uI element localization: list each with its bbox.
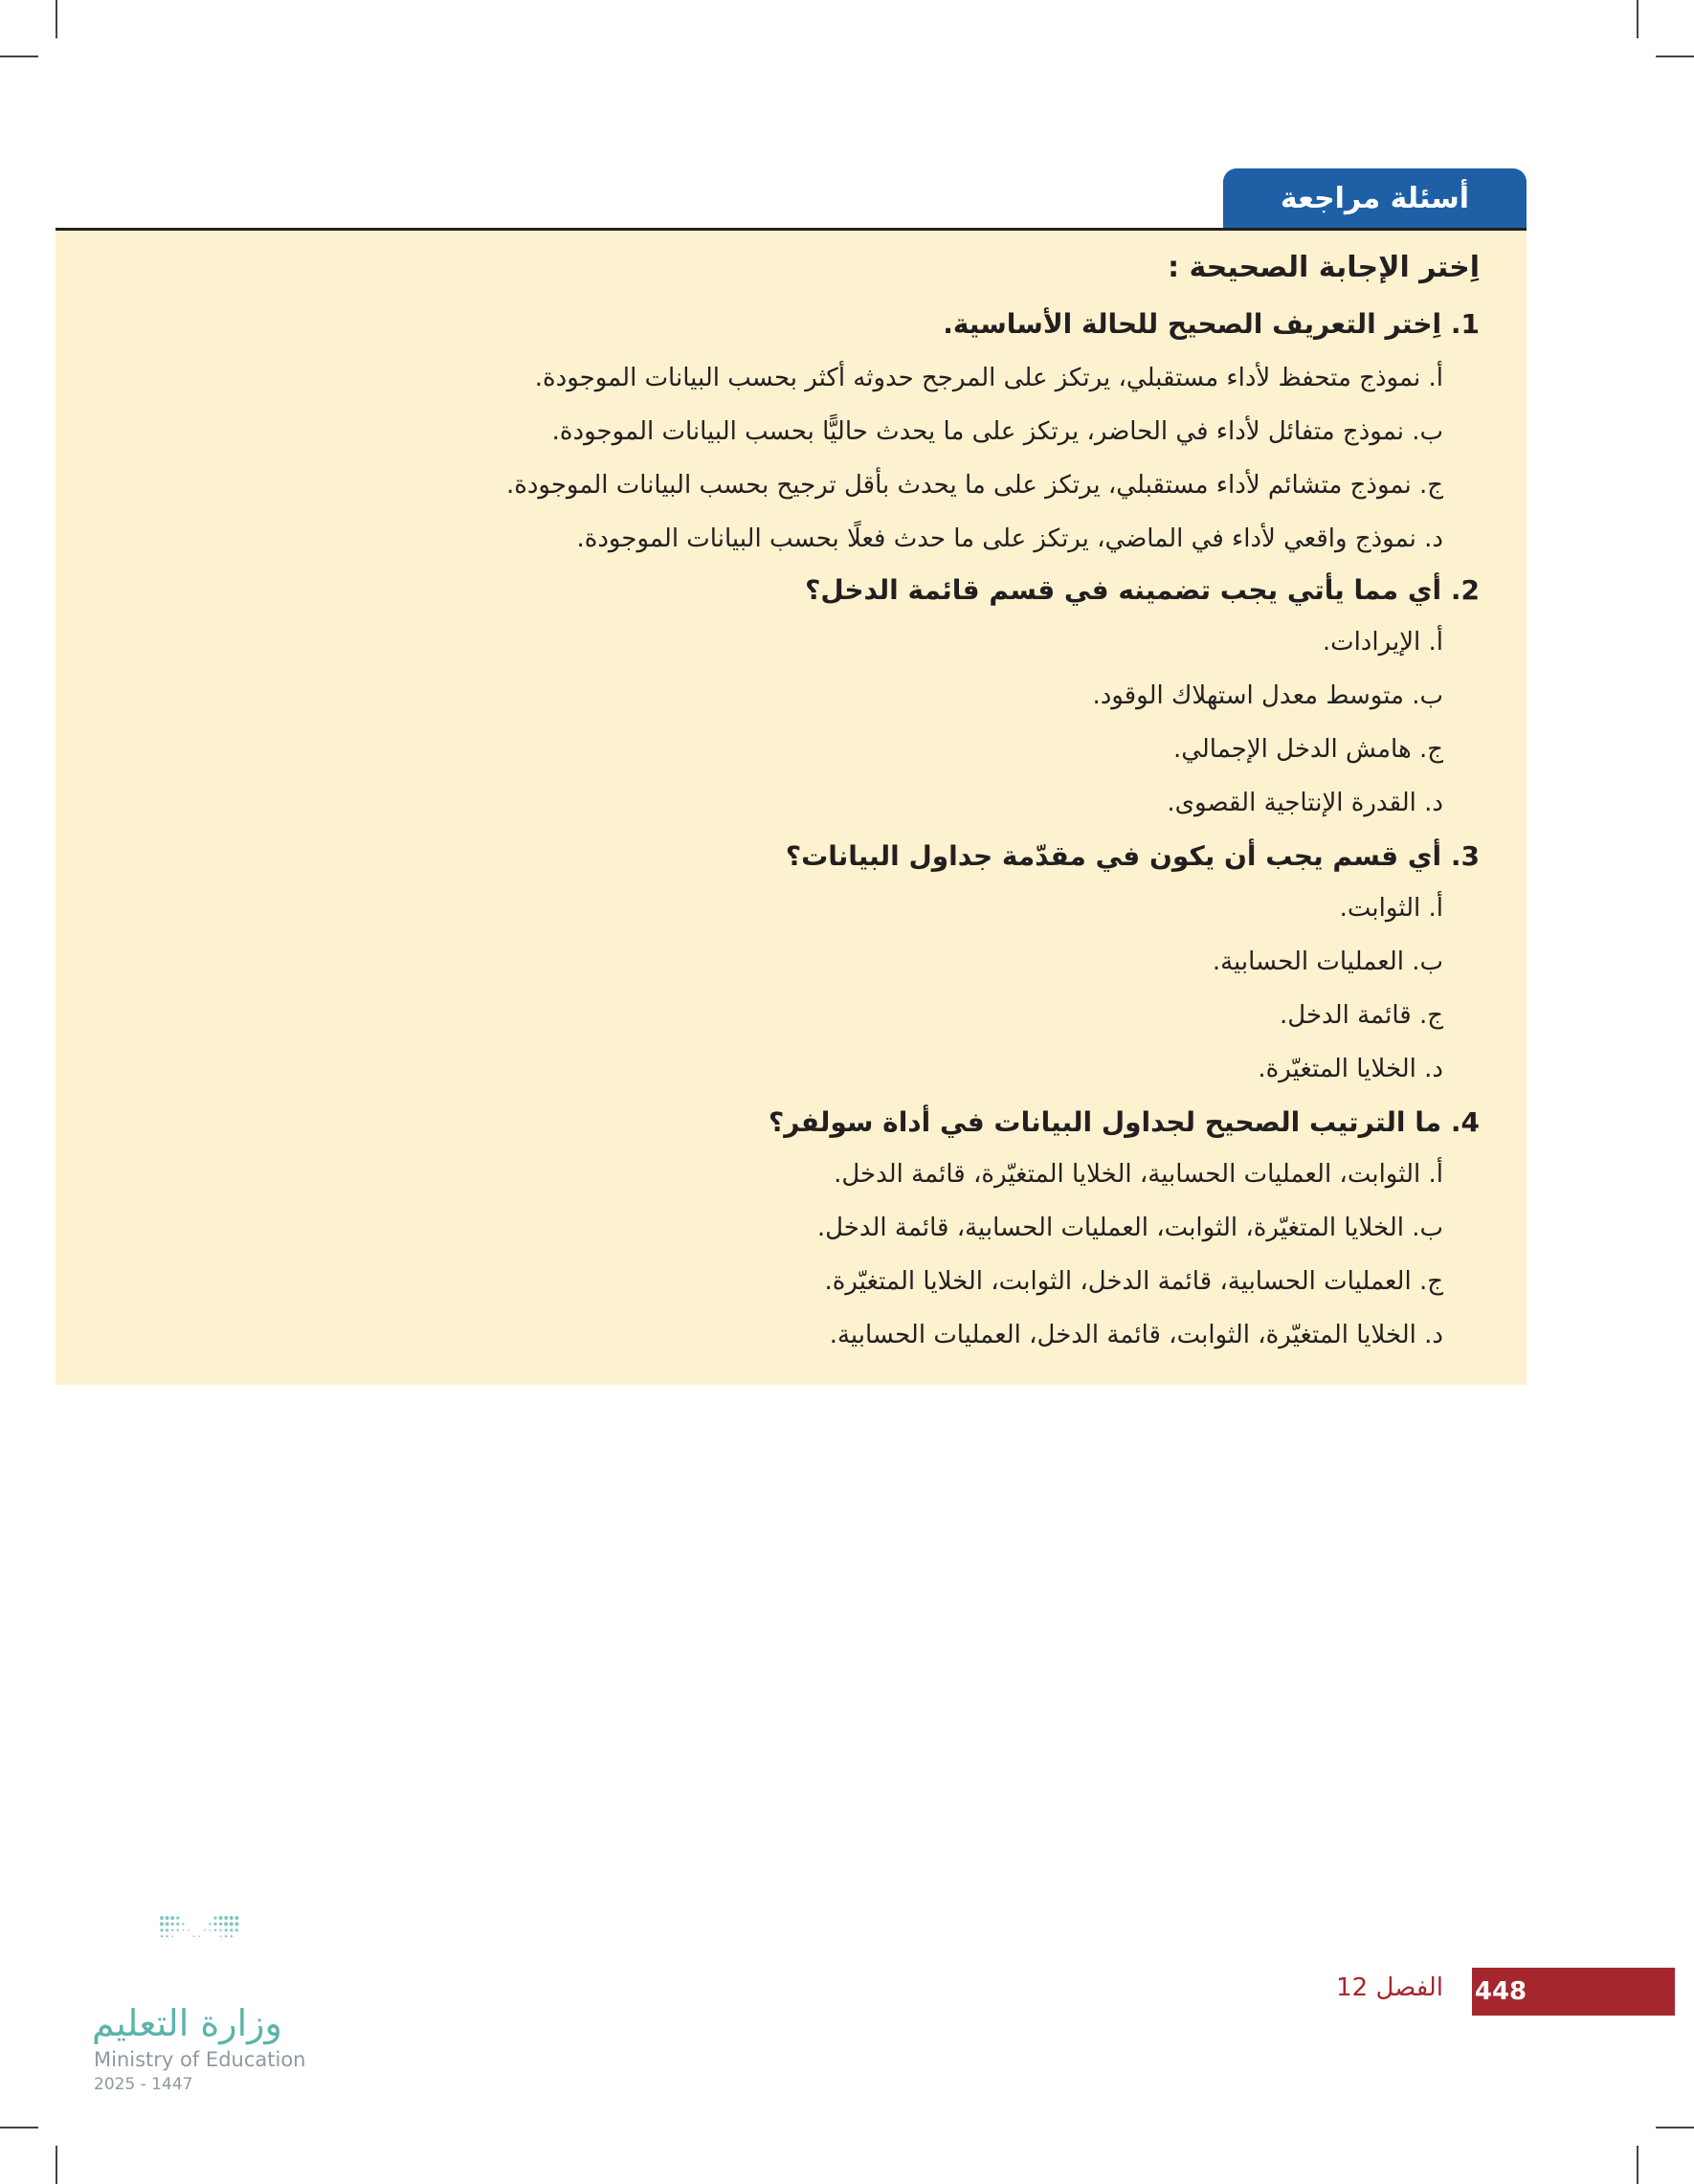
option-4a: أ. الثوابت، العمليات الحسابية، الخلايا المتغيّرة، قائمة الدخل. bbox=[834, 1160, 1443, 1189]
crop-mark bbox=[56, 2146, 57, 2184]
crop-mark bbox=[1637, 0, 1638, 38]
option-3a: أ. الثوابت. bbox=[1339, 894, 1443, 923]
logo-english-text: Ministry of Education bbox=[94, 2048, 306, 2071]
option-2b: ب. متوسط معدل استهلاك الوقود. bbox=[1092, 681, 1443, 710]
crop-mark bbox=[1656, 56, 1694, 57]
option-1b: ب. نموذج متفائل لأداء في الحاضر، يرتكز على ما يحدث حاليًّا بحسب البيانات الموجودة. bbox=[551, 417, 1443, 446]
option-3c: ج. قائمة الدخل. bbox=[1280, 1001, 1443, 1030]
question-3: 3. أي قسم يجب أن يكون في مقدّمة جداول البيانات؟ bbox=[785, 840, 1480, 872]
option-4c: ج. العمليات الحسابية، قائمة الدخل، الثوابت، الخلايا المتغيّرة. bbox=[824, 1267, 1443, 1296]
question-4: 4. ما الترتيب الصحيح لجداول البيانات في أداة سولفر؟ bbox=[769, 1106, 1480, 1138]
crop-mark bbox=[1637, 2146, 1638, 2184]
option-3d: د. الخلايا المتغيّرة. bbox=[1258, 1055, 1443, 1083]
crop-mark bbox=[1656, 2127, 1694, 2128]
question-1: 1. اِختر التعريف الصحيح للحالة الأساسية. bbox=[943, 308, 1480, 340]
crop-mark bbox=[0, 2127, 38, 2128]
logo-year-text: 2025 - 1447 bbox=[94, 2075, 193, 2094]
question-2: 2. أي مما يأتي يجب تضمينه في قسم قائمة الدخل؟ bbox=[805, 574, 1480, 606]
option-1a: أ. نموذج متحفظ لأداء مستقبلي، يرتكز على المرجح حدوثه أكثر بحسب البيانات الموجودة. bbox=[534, 364, 1443, 392]
option-3b: ب. العمليات الحسابية. bbox=[1212, 947, 1443, 976]
option-2c: ج. هامش الدخل الإجمالي. bbox=[1172, 735, 1443, 764]
option-1d: د. نموذج واقعي لأداء في الماضي، يرتكز على ما حدث فعلًا بحسب البيانات الموجودة. bbox=[576, 524, 1443, 553]
section-tab: أسئلة مراجعة bbox=[1223, 168, 1527, 228]
ministry-logo-icon bbox=[92, 1914, 312, 1991]
logo-arabic-text: وزارة التعليم bbox=[92, 2002, 282, 2044]
option-1c: ج. نموذج متشائم لأداء مستقبلي، يرتكز على ما يحدث بأقل ترجيح بحسب البيانات الموجودة. bbox=[505, 471, 1443, 500]
page-number: 448 bbox=[1472, 1968, 1529, 2016]
option-2d: د. القدرة الإنتاجية القصوى. bbox=[1167, 789, 1443, 817]
option-2a: أ. الإيرادات. bbox=[1322, 628, 1443, 657]
chapter-label: الفصل 12 bbox=[1336, 1973, 1443, 2002]
option-4d: د. الخلايا المتغيّرة، الثوابت، قائمة الدخل، العمليات الحسابية. bbox=[829, 1321, 1443, 1349]
instruction-text: اِختر الإجابة الصحيحة : bbox=[1168, 251, 1480, 284]
crop-mark bbox=[56, 0, 57, 38]
option-4b: ب. الخلايا المتغيّرة، الثوابت، العمليات الحسابية، قائمة الدخل. bbox=[816, 1214, 1443, 1242]
crop-mark bbox=[0, 56, 38, 57]
